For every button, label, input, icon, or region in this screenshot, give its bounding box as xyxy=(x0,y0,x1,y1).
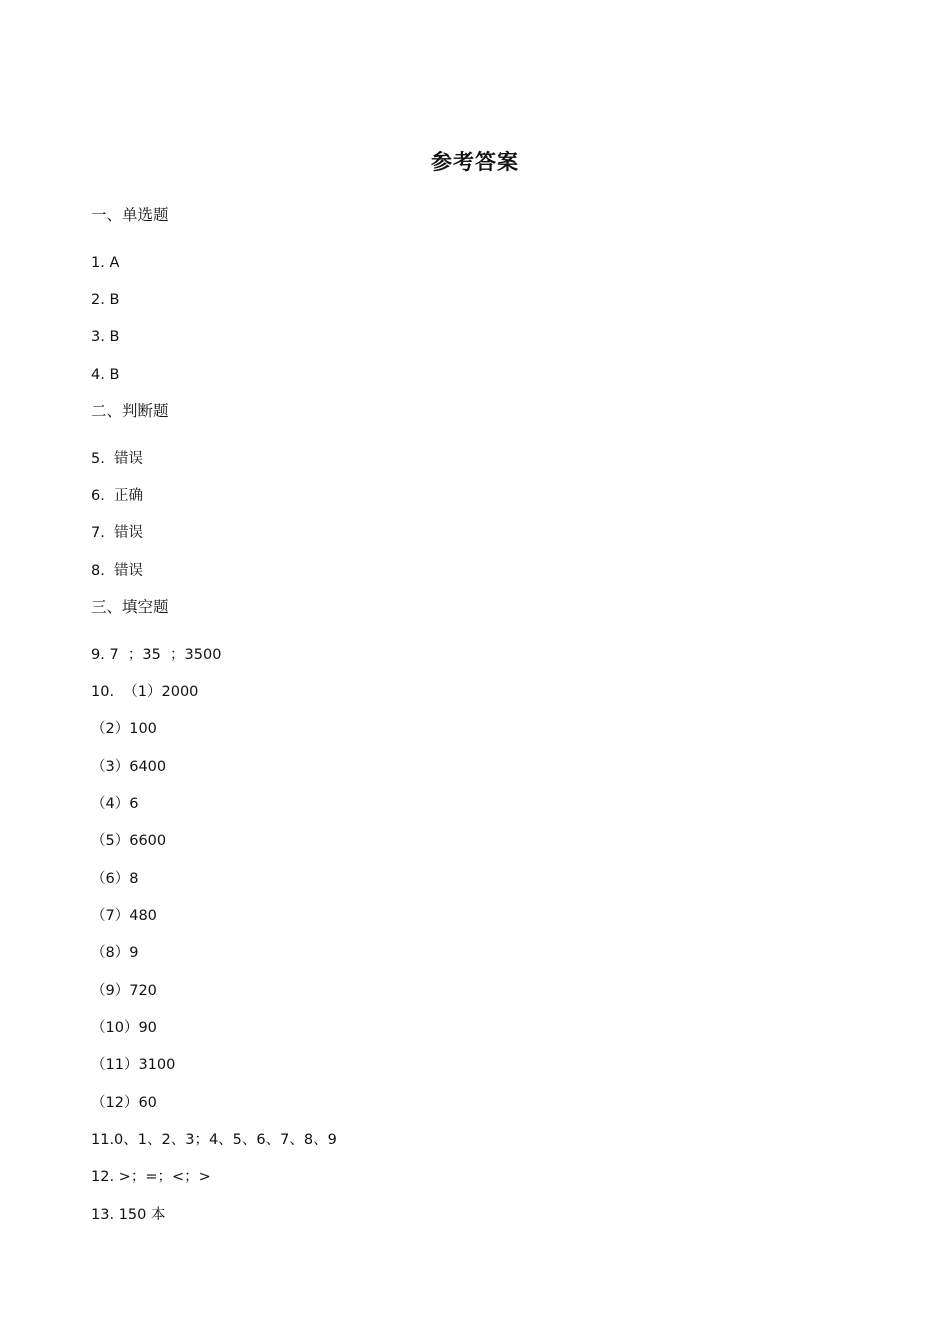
answer-10-part-3: （3）6400 xyxy=(91,759,167,775)
answer-6: 6. 正确 xyxy=(91,488,144,504)
section-heading-true-false: 二、判断题 xyxy=(91,402,169,420)
answer-10-part-12: （12）60 xyxy=(91,1095,157,1111)
answer-10-part-7: （7）480 xyxy=(91,908,157,924)
answer-10-part-11: （11）3100 xyxy=(91,1057,176,1073)
answer-9: 9. 7 ；35 ；3500 xyxy=(91,647,222,663)
answer-10-part-9: （9）720 xyxy=(91,983,157,999)
answer-11: 11.0、1、2、3；4、5、6、7、8、9 xyxy=(91,1132,337,1148)
answer-10-part-10: （10）90 xyxy=(91,1020,157,1036)
answer-1: 1. A xyxy=(91,255,120,271)
answer-2: 2. B xyxy=(91,292,120,308)
section-heading-fill-blank: 三、填空题 xyxy=(91,598,169,616)
answer-13: 13. 150 本 xyxy=(91,1207,166,1223)
answer-8: 8. 错误 xyxy=(91,563,144,579)
answer-5: 5. 错误 xyxy=(91,451,144,467)
answer-10-part-5: （5）6600 xyxy=(91,833,167,849)
answer-4: 4. B xyxy=(91,367,120,383)
answer-7: 7. 错误 xyxy=(91,525,144,541)
answer-10-part-4: （4）6 xyxy=(91,796,139,812)
answer-10-part-6: （6）8 xyxy=(91,871,139,887)
answer-12: 12. >；=；<；> xyxy=(91,1169,211,1185)
page-title: 参考答案 xyxy=(431,150,519,174)
section-heading-single-choice: 一、单选题 xyxy=(91,206,169,224)
answer-3: 3. B xyxy=(91,329,120,345)
answer-10-part-1: 10. （1）2000 xyxy=(91,684,199,700)
answer-10-part-2: （2）100 xyxy=(91,721,157,737)
answer-10-part-8: （8）9 xyxy=(91,945,139,961)
